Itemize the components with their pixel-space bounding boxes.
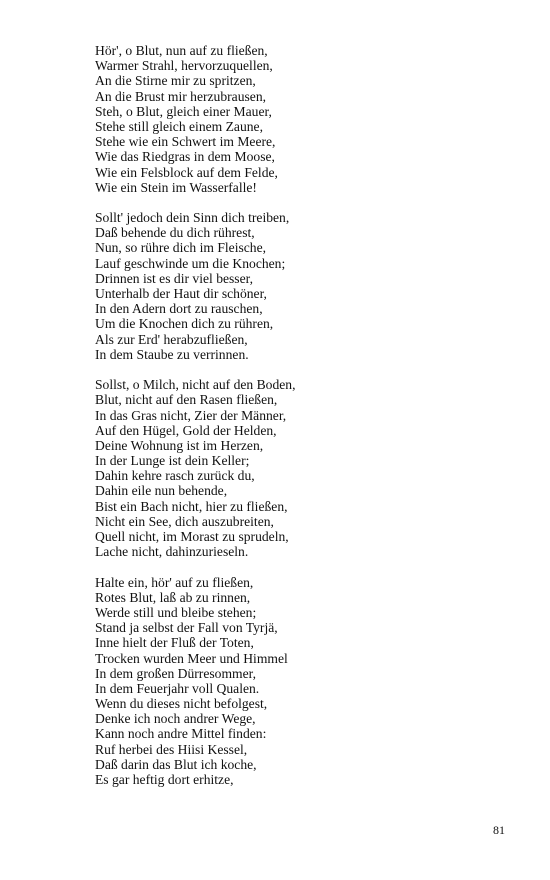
poem-line: In den Adern dort zu rauschen, xyxy=(95,301,263,317)
poem-line: Bist ein Bach nicht, hier zu fließen, xyxy=(95,498,288,514)
poem-line: In das Gras nicht, Zier der Männer, xyxy=(95,407,287,423)
poem-line: Lauf geschwinde um die Knochen; xyxy=(95,255,286,271)
poem-line: In dem Staube zu verrinnen. xyxy=(95,346,249,362)
poem-line: Steh, o Blut, gleich einer Mauer, xyxy=(95,103,272,119)
stanza xyxy=(95,575,495,788)
poem-line: Kann noch andre Mittel finden: xyxy=(95,726,267,742)
poem-line: Werde still und bleibe stehen; xyxy=(95,604,257,620)
poem-line: Stand ja selbst der Fall von Tyrjä, xyxy=(95,620,278,636)
poem-line: Wie ein Stein im Wasserfalle! xyxy=(95,179,257,195)
poem-line: Hör', o Blut, nun auf zu fließen, xyxy=(95,43,268,58)
poem-line: Trocken wurden Meer und Himmel xyxy=(95,650,288,666)
poem-line: Um die Knochen dich zu rühren, xyxy=(95,316,274,332)
poem-line: Quell nicht, im Morast zu sprudeln, xyxy=(95,529,289,544)
poem-text xyxy=(95,43,495,802)
poem-line: In dem Feuerjahr voll Qualen. xyxy=(95,680,260,696)
poem-line: Wie ein Felsblock auf dem Felde, xyxy=(95,164,278,180)
poem-line: Es gar heftig dort erhitze, xyxy=(95,772,234,787)
poem-line: In dem großen Dürresommer, xyxy=(95,665,257,681)
poem-line: Unterhalb der Haut dir schöner, xyxy=(95,286,267,301)
poem-line: Ruf herbei des Hiisi Kessel, xyxy=(95,741,248,757)
poem-line: In der Lunge ist dein Keller; xyxy=(95,453,250,469)
stanza xyxy=(95,210,495,362)
stanza xyxy=(95,43,495,195)
poem-line: Sollt' jedoch dein Sinn dich treiben, xyxy=(95,210,290,226)
poem-line: Nun, so rühre dich im Fleische, xyxy=(95,240,267,256)
poem-line: Drinnen ist es dir viel besser, xyxy=(95,270,254,286)
poem-line: Deine Wohnung ist im Herzen, xyxy=(95,437,264,453)
poem-line: Als zur Erd' herabzufließen, xyxy=(95,331,248,347)
poem-line: An die Stirne mir zu spritzen, xyxy=(95,73,256,89)
poem-line: Halte ein, hör' auf zu fließen, xyxy=(95,574,254,590)
poem-line: An die Brust mir herzubrausen, xyxy=(95,88,267,104)
poem-line: Dahin eile nun behende, xyxy=(95,483,228,499)
poem-line: Daß darin das Blut ich koche, xyxy=(95,756,257,772)
poem-line: Wie das Riedgras in dem Moose, xyxy=(95,149,275,165)
poem-line: Sollst, o Milch, nicht auf den Boden, xyxy=(95,377,296,393)
poem-line: Inne hielt der Fluß der Toten, xyxy=(95,635,254,651)
poem-line: Rotes Blut, laß ab zu rinnen, xyxy=(95,589,251,605)
stanza xyxy=(95,377,495,559)
poem-line: Stehe still gleich einem Zaune, xyxy=(95,118,263,134)
poem-line: Lache nicht, dahinzurieseln. xyxy=(95,544,249,560)
poem-line: Stehe wie ein Schwert im Meere, xyxy=(95,134,276,150)
poem-line: Denke ich noch andrer Wege, xyxy=(95,711,256,727)
poem-line: Dahin kehre rasch zurück du, xyxy=(95,468,255,484)
page-number: 81 xyxy=(493,823,505,837)
poem-line: Wenn du dieses nicht befolgest, xyxy=(95,696,268,712)
poem-line: Daß behende du dich rührest, xyxy=(95,225,255,241)
poem-line: Warmer Strahl, hervorzuquellen, xyxy=(95,58,273,74)
poem-line: Blut, nicht auf den Rasen fließen, xyxy=(95,392,278,408)
poem-line: Nicht ein See, dich auszubreiten, xyxy=(95,513,274,529)
poem-line: Auf den Hügel, Gold der Helden, xyxy=(95,422,277,438)
